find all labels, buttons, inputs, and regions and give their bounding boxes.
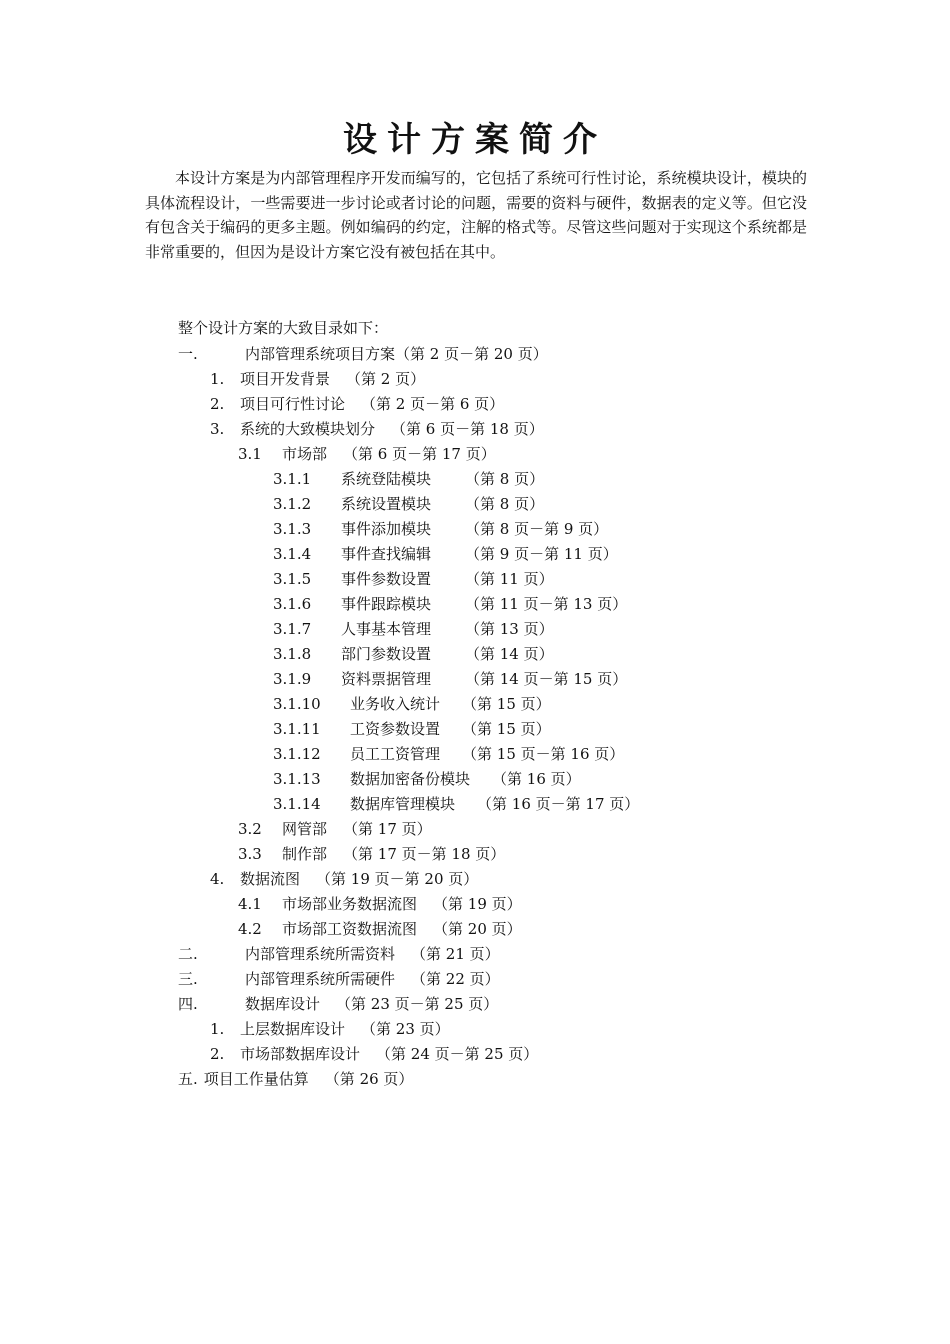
toc-number: 二. xyxy=(178,945,198,963)
toc-pages: （第 15 页） xyxy=(462,720,551,738)
toc-number: 3. xyxy=(210,420,225,438)
toc-title: 事件跟踪模块 xyxy=(341,595,432,613)
toc-title: 数据库管理模块 xyxy=(350,795,456,813)
document-title: 设计方案简介 xyxy=(343,120,607,160)
toc-entry xyxy=(273,692,551,717)
toc-pages: （第 23 页） xyxy=(361,1020,450,1038)
toc-entry xyxy=(210,867,478,892)
toc-pages: （第 6 页－第 17 页） xyxy=(343,445,496,463)
toc-title: 系统登陆模块 xyxy=(341,470,432,488)
toc-title: 项目可行性讨论 xyxy=(240,395,346,413)
toc-entry xyxy=(273,592,627,617)
toc-number: 4.1 xyxy=(238,895,262,913)
toc-title: 部门参数设置 xyxy=(341,645,432,663)
toc-entry xyxy=(210,417,544,442)
toc-title: 事件参数设置 xyxy=(341,570,432,588)
toc-entry xyxy=(210,392,504,417)
toc-pages: （第 15 页－第 16 页） xyxy=(462,745,625,763)
toc-number: 3.1.5 xyxy=(273,570,312,588)
toc-pages: （第 22 页） xyxy=(411,970,500,988)
toc-title: 人事基本管理 xyxy=(341,620,432,638)
toc-title: 事件添加模块 xyxy=(341,520,432,538)
toc-entry xyxy=(210,1042,538,1067)
toc-number: 3.1.10 xyxy=(273,695,321,713)
toc-title: 事件查找编辑 xyxy=(341,545,432,563)
toc-number: 3.1.14 xyxy=(273,795,321,813)
toc-number: 3.1.13 xyxy=(273,770,321,788)
toc-entry xyxy=(178,1067,413,1092)
toc-entry xyxy=(178,342,548,367)
toc-entry xyxy=(238,817,432,842)
toc-number: 3.1.11 xyxy=(273,720,321,738)
toc-title: 项目工作量估算 xyxy=(203,1070,309,1088)
toc-title: 内部管理系统所需硬件 xyxy=(245,970,396,988)
toc-entry xyxy=(210,367,425,392)
toc-pages: （第 13 页） xyxy=(465,620,554,638)
toc-pages: （第 21 页） xyxy=(411,945,500,963)
toc-entry xyxy=(273,742,624,767)
toc-number: 3.1 xyxy=(238,445,262,463)
toc-pages: （第 16 页） xyxy=(492,770,581,788)
toc-pages: （第 17 页） xyxy=(343,820,432,838)
toc-pages: （第 23 页－第 25 页） xyxy=(336,995,499,1013)
toc-title: 上层数据库设计 xyxy=(240,1020,346,1038)
toc-pages: （第 9 页－第 11 页） xyxy=(465,545,618,563)
toc-pages: （第 6 页－第 18 页） xyxy=(391,420,544,438)
toc-pages: （第 2 页－第 20 页） xyxy=(395,345,548,363)
toc-entry xyxy=(273,667,627,692)
intro-paragraph: 本设计方案是为内部管理程序开发而编写的，它包括了系统可行性讨论，系统模块设计，模块的具体流程设计，一些需要进一步讨论或者讨论的问题，需要的资料与硬件，数据表的定义等。但它没有包含关于编码的更多主题。例如编码的约定，注解的格式等。尽管这些问题对于实现这个系统都是非常重要的，但因为是设计方案它没有被包括在其中。 xyxy=(145,169,807,262)
toc-pages: （第 19 页－第 20 页） xyxy=(316,870,479,888)
toc-number: 3.1.2 xyxy=(273,495,312,513)
toc-title: 数据流图 xyxy=(240,870,301,888)
toc-pages: （第 2 页－第 6 页） xyxy=(361,395,505,413)
toc-entry xyxy=(273,467,544,492)
toc-heading: 整个设计方案的大致目录如下： xyxy=(178,319,389,337)
toc-pages: （第 11 页－第 13 页） xyxy=(465,595,628,613)
toc-entry xyxy=(273,617,554,642)
toc-entry xyxy=(238,842,505,867)
toc-number: 3.1.1 xyxy=(273,470,312,488)
toc-title: 数据加密备份模块 xyxy=(350,770,471,788)
toc-title: 市场部业务数据流图 xyxy=(282,895,418,913)
toc-pages: （第 19 页） xyxy=(433,895,522,913)
toc-entry xyxy=(273,717,551,742)
toc-entry xyxy=(238,892,522,917)
toc-entry xyxy=(273,492,544,517)
toc-title: 系统的大致模块划分 xyxy=(240,420,376,438)
toc-pages: （第 2 页） xyxy=(346,370,426,388)
toc-pages: （第 8 页） xyxy=(465,470,545,488)
toc-title: 市场部数据库设计 xyxy=(240,1045,361,1063)
toc-number: 3.3 xyxy=(238,845,262,863)
toc-number: 五. xyxy=(178,1070,198,1088)
toc-pages: （第 15 页） xyxy=(462,695,551,713)
toc-pages: （第 26 页） xyxy=(324,1070,414,1088)
toc-number: 4. xyxy=(210,870,225,888)
toc-title: 市场部工资数据流图 xyxy=(282,920,418,938)
toc-number: 3.1.9 xyxy=(273,670,312,688)
toc-entry xyxy=(273,567,554,592)
toc-entry xyxy=(178,942,500,967)
toc-title: 员工工资管理 xyxy=(350,745,441,763)
toc-title: 网管部 xyxy=(282,820,328,838)
toc-pages: （第 16 页－第 17 页） xyxy=(477,795,640,813)
toc-number: 3.1.4 xyxy=(273,545,312,563)
toc-entry xyxy=(238,917,522,942)
toc-number: 三. xyxy=(178,970,198,988)
toc-number: 3.1.12 xyxy=(273,745,321,763)
toc-number: 3.1.7 xyxy=(273,620,312,638)
toc-number: 一. xyxy=(178,345,198,363)
toc-entry xyxy=(273,542,618,567)
toc-entry xyxy=(238,442,496,467)
toc-pages: （第 20 页） xyxy=(433,920,522,938)
toc-pages: （第 8 页） xyxy=(465,495,545,513)
toc-title: 市场部 xyxy=(282,445,328,463)
toc-number: 四. xyxy=(178,995,198,1013)
toc-entry xyxy=(273,792,639,817)
toc-title: 工资参数设置 xyxy=(350,720,441,738)
toc-pages: （第 14 页－第 15 页） xyxy=(465,670,628,688)
toc-title: 业务收入统计 xyxy=(350,695,441,713)
toc-number: 1. xyxy=(210,370,225,388)
toc-number: 1. xyxy=(210,1020,225,1038)
toc-title: 数据库设计 xyxy=(245,995,321,1013)
toc-entry xyxy=(178,992,498,1017)
toc-title: 资料票据管理 xyxy=(341,670,432,688)
toc-entry xyxy=(273,642,554,667)
toc-number: 2. xyxy=(210,395,225,413)
toc-pages: （第 8 页－第 9 页） xyxy=(465,520,609,538)
toc-number: 3.1.8 xyxy=(273,645,312,663)
toc-pages: （第 11 页） xyxy=(465,570,554,588)
toc-title: 内部管理系统项目方案 xyxy=(245,345,396,363)
toc-number: 3.1.6 xyxy=(273,595,312,613)
toc-title: 系统设置模块 xyxy=(341,495,432,513)
toc-entry xyxy=(273,767,581,792)
toc-entry xyxy=(273,517,608,542)
toc-entry xyxy=(178,967,500,992)
toc-pages: （第 17 页－第 18 页） xyxy=(343,845,506,863)
toc-pages: （第 14 页） xyxy=(465,645,554,663)
toc-number: 2. xyxy=(210,1045,225,1063)
toc-pages: （第 24 页－第 25 页） xyxy=(376,1045,539,1063)
toc-title: 制作部 xyxy=(282,845,328,863)
toc-title: 内部管理系统所需资料 xyxy=(245,945,396,963)
toc-entry xyxy=(210,1017,450,1042)
toc-number: 3.1.3 xyxy=(273,520,312,538)
toc-title: 项目开发背景 xyxy=(240,370,331,388)
toc-number: 4.2 xyxy=(238,920,262,938)
toc-number: 3.2 xyxy=(238,820,262,838)
